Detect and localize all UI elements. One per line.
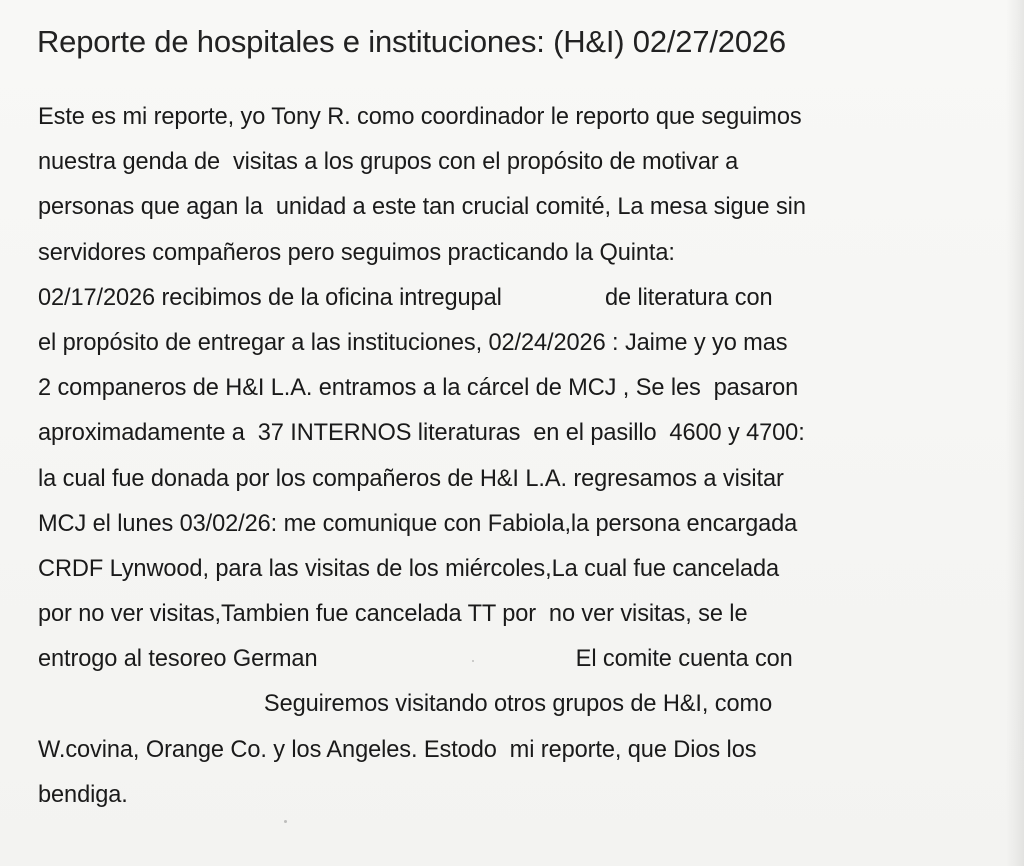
scan-speck xyxy=(472,660,474,662)
report-line: entrogo al tesoreo German El comite cuenta con xyxy=(38,646,793,673)
report-line: MCJ el lunes 03/02/26: me comunique con Fabiola,la persona encargada xyxy=(38,510,798,537)
report-line: por no ver visitas,Tambien fue cancelada TT por no ver visitas, se le xyxy=(38,601,748,628)
report-body xyxy=(38,95,998,818)
report-line: aproximadamente a 37 INTERNOS literaturas en el pasillo 4600 y 4700: xyxy=(38,420,805,447)
report-line: la cual fue donada por los compañeros de H&I L.A. regresamos a visitar xyxy=(38,465,784,492)
report-line: personas que agan la unidad a este tan crucial comité, La mesa sigue sin xyxy=(38,194,806,221)
scan-speck xyxy=(284,820,287,823)
report-line: el propósito de entregar a las instituciones, 02/24/2026 : Jaime y yo mas xyxy=(38,329,788,356)
report-line: W.covina, Orange Co. y los Angeles. Estodo mi reporte, que Dios los xyxy=(38,736,757,763)
report-line: 2 companeros de H&I L.A. entramos a la cárcel de MCJ , Se les pasaron xyxy=(38,375,799,402)
report-line: nuestra genda de visitas a los grupos con el propósito de motivar a xyxy=(38,149,739,176)
report-line: CRDF Lynwood, para las visitas de los miércoles,La cual fue cancelada xyxy=(38,555,780,582)
report-title: Reporte de hospitales e instituciones: (H&I) 02/27/2026 xyxy=(37,24,786,59)
report-line: Este es mi reporte, yo Tony R. como coordinador le reporto que seguimos xyxy=(38,104,802,130)
report-line: bendiga. xyxy=(38,781,128,808)
report-line: 02/17/2026 recibimos de la oficina intregupal de literatura con xyxy=(38,284,773,311)
scan-edge-shadow xyxy=(1006,0,1024,866)
report-line: Seguiremos visitando otros grupos de H&I, como xyxy=(38,691,773,718)
report-line: servidores compañeros pero seguimos practicando la Quinta: xyxy=(38,239,675,266)
